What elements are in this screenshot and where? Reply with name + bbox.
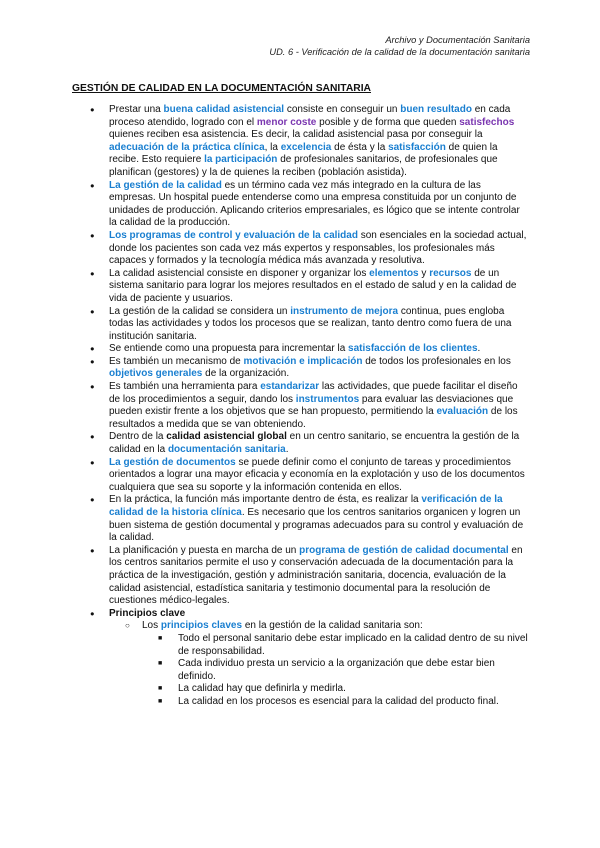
bullet-list bbox=[76, 104, 528, 709]
list-item-gestion-calidad bbox=[76, 180, 528, 230]
body-text: son esenciales en la sociedad actual, donde los pacientes son cada vez más expertos y responsables, los profesionales más capaces y formados y la tecnología médica más avanzada y resolutiva. bbox=[109, 229, 527, 267]
body-text: Es también una herramienta para bbox=[109, 381, 261, 393]
highlight-text: satisfacción de los clientes bbox=[348, 343, 478, 355]
body-text: En la práctica, la función más importante dentro de ésta, es realizar la bbox=[109, 494, 422, 506]
header-unit-title: UD. 6 - Verificación de la calidad de la documentación sanitaria bbox=[269, 47, 530, 57]
highlight-text: buen resultado bbox=[400, 104, 472, 115]
highlight-text: programa de gestión de calidad documental bbox=[299, 544, 509, 556]
highlight-text: objetivos generales bbox=[109, 368, 203, 380]
highlight-text: calidad asistencial global bbox=[166, 431, 287, 443]
highlight-text: buena calidad asistencial bbox=[163, 104, 285, 115]
list-item-principios bbox=[76, 608, 528, 709]
body-text: Prestar una bbox=[109, 104, 164, 115]
body-text: La gestión de la calidad se considera un bbox=[109, 305, 291, 317]
list-item-gestion-documentos bbox=[76, 457, 528, 495]
body-text: de ésta y la bbox=[331, 141, 389, 153]
highlight-text: recursos bbox=[429, 267, 472, 279]
highlight-text: instrumentos bbox=[295, 393, 360, 405]
body-text: para evaluar las desviaciones que pueden existir frente a los objetivos que se han propuesto, permitiendo la bbox=[109, 393, 514, 418]
highlight-text: documentación sanitaria bbox=[167, 444, 286, 456]
list-item bbox=[142, 658, 528, 683]
highlight-text: principios claves bbox=[160, 620, 243, 632]
body-text: . bbox=[285, 444, 289, 456]
body-text: en los centros sanitarios permite el uso y conservación adecuada de la documentación para la práctica de la investigación, gestión y administración sanitaria, docencia, evaluación de la calidad asistencial, estadística sanitaria y testimonio documental para la resolución de cuestiones médico-legales. bbox=[109, 544, 523, 607]
body-text: posible y de forma que queden bbox=[316, 116, 460, 128]
highlight-text: evaluación bbox=[436, 406, 489, 418]
highlight-text: La gestión de documentos bbox=[109, 456, 236, 468]
body-text: Es también un mecanismo de bbox=[109, 355, 244, 367]
page-header bbox=[269, 34, 530, 58]
body-text: , la bbox=[264, 141, 281, 153]
highlight-text: elementos bbox=[369, 267, 419, 279]
body-text: . Es necesario que los centros sanitarios organicen y logren un buen sistema de gestión documental y programas adecuados para su control y evaluación de la calidad. bbox=[109, 507, 524, 544]
header-course-title: Archivo y Documentación Sanitaria bbox=[385, 35, 530, 45]
body-text: La calidad en los procesos es esencial para la calidad del producto final. bbox=[178, 695, 499, 707]
body-text: Los bbox=[142, 620, 161, 632]
body-text: y bbox=[418, 267, 430, 279]
list-item-buena-calidad bbox=[76, 104, 528, 180]
body-text: de todos los profesionales en los bbox=[362, 355, 511, 367]
highlight-text: excelencia bbox=[280, 141, 332, 153]
section-title: GESTIÓN DE CALIDAD EN LA DOCUMENTACIÓN SANITARIA bbox=[72, 83, 371, 94]
document-body bbox=[76, 104, 528, 709]
list-item-verificacion bbox=[76, 494, 528, 544]
highlight-text: menor coste bbox=[256, 116, 317, 128]
list-item-calidad-global bbox=[76, 431, 528, 456]
body-text: en cada proceso atendido, logrado con el bbox=[109, 104, 511, 128]
body-text: Cada individuo presta un servicio a la organización que debe estar bien definido. bbox=[178, 658, 495, 682]
body-text: continua, pues engloba todas las actividades y todos los procesos que se realizan, tanto dentro como fuera de una institución sanitaria. bbox=[109, 305, 512, 342]
list-item-programas-control bbox=[76, 230, 528, 268]
body-text: La calidad asistencial consiste en disponer y organizar los bbox=[109, 267, 370, 279]
body-text: de los resultados a medida que se van obteniendo. bbox=[109, 406, 518, 430]
highlight-text: instrumento de mejora bbox=[290, 305, 399, 317]
highlight-text: estandarizar bbox=[260, 381, 320, 393]
list-item-motivacion bbox=[76, 356, 528, 381]
list-item-estandarizar bbox=[76, 381, 528, 431]
highlight-text: satisfacción bbox=[388, 141, 446, 153]
body-text: de un sistema sanitario para lograr los mejores resultados en el estado de salud y en la calidad de vida de paciente y usuarios. bbox=[109, 267, 517, 304]
body-text: las actividades, que puede facilitar el diseño de los procedimientos a seguir, dando los bbox=[109, 381, 518, 405]
body-text: se puede definir como el conjunto de tareas y procedimientos orientados a lograr una mayor eficacia y economía en la explotación y uso de los documentos cualquiera que sea su soporte y la información contenida en ellos. bbox=[109, 456, 525, 493]
body-text: Todo el personal sanitario debe estar implicado en la calidad dentro de su nivel de responsabilidad. bbox=[178, 632, 528, 657]
list-item-instrumento-mejora bbox=[76, 306, 528, 344]
body-text: La planificación y puesta en marcha de un bbox=[109, 544, 300, 556]
body-text: de la organización. bbox=[202, 368, 290, 380]
list-item bbox=[142, 683, 528, 696]
body-text: . bbox=[477, 343, 481, 355]
body-text: Se entiende como una propuesta para incrementar la bbox=[109, 343, 349, 355]
list-item bbox=[109, 620, 528, 708]
list-item-planificacion bbox=[76, 545, 528, 608]
body-text: de profesionales sanitarios, de profesionales que planifican (gestores) y la de quienes la reciben (población asistida). bbox=[109, 154, 498, 178]
body-text: de quien la recibe. Esto requiere bbox=[109, 141, 498, 166]
list-item bbox=[142, 696, 528, 709]
list-item bbox=[142, 633, 528, 658]
list-item-satisfaccion-clientes bbox=[76, 343, 528, 356]
body-text: quienes reciben esa asistencia. Es decir, la calidad asistencial pasa por conseguir la bbox=[109, 129, 483, 141]
sub-list bbox=[142, 633, 528, 709]
highlight-text: satisfechos bbox=[459, 116, 515, 128]
body-text: Dentro de la bbox=[109, 431, 167, 443]
body-text: La calidad hay que definirla y medirla. bbox=[178, 683, 346, 695]
highlight-text: Los programas de control y evaluación de la calidad bbox=[109, 229, 358, 241]
body-text: es un término cada vez más integrado en la cultura de las empresas. Un hospital puede entenderse como una empresa constituida por un conjunto de unidades de producción. Aplicando criterios empresariales, es lógico que se intente controlar la calidad de la producción. bbox=[109, 179, 520, 229]
highlight-text: La gestión de la calidad bbox=[109, 179, 222, 191]
body-text: consiste en conseguir un bbox=[284, 104, 401, 115]
highlight-text: motivación e implicación bbox=[243, 355, 363, 367]
highlight-text: la participación bbox=[204, 154, 278, 166]
sub-list bbox=[109, 620, 528, 708]
highlight-text: Principios clave bbox=[109, 607, 186, 619]
body-text: en la gestión de la calidad sanitaria son: bbox=[242, 620, 423, 632]
highlight-text: adecuación de la práctica clínica bbox=[109, 141, 265, 153]
highlight-text: verificación de la calidad de la historia clínica bbox=[109, 494, 503, 518]
body-text: en un centro sanitario, se encuentra la gestión de la calidad en la bbox=[109, 431, 520, 456]
list-item-calidad-asistencial-def bbox=[76, 268, 528, 306]
